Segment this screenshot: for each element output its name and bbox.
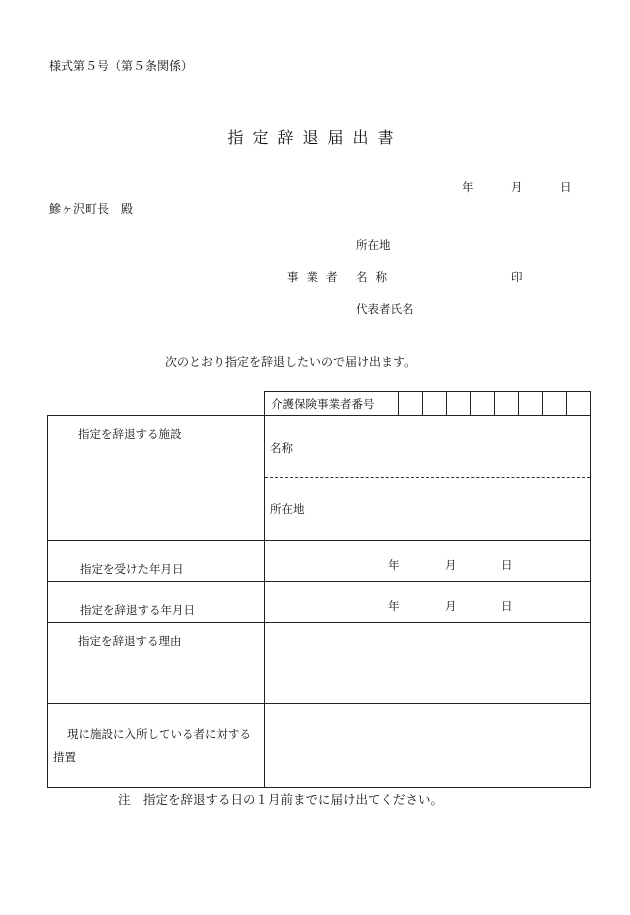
representative-label: 代表者氏名 [356, 302, 414, 316]
designation-day-label: 日 [501, 558, 513, 572]
designation-date-label: 指定を受けた年月日 [80, 562, 184, 576]
reason-row [48, 623, 591, 704]
withdraw-date-value[interactable] [265, 582, 591, 623]
insurance-number-digit-2[interactable] [423, 392, 447, 416]
applicant-role-label: 事業者 [287, 270, 346, 284]
date-year-label: 年 [462, 180, 474, 194]
withdraw-month-label: 月 [445, 599, 457, 613]
reason-label: 指定を辞退する理由 [48, 623, 265, 704]
date-day-label: 日 [560, 180, 572, 194]
reason-value[interactable] [265, 623, 591, 704]
blank-cell [48, 392, 265, 416]
form-number-label: 様式第５号（第５条関係） [49, 59, 194, 73]
facility-row [48, 416, 591, 541]
insurance-number-digit-6[interactable] [519, 392, 543, 416]
facility-name-label: 名称 [270, 441, 293, 455]
designation-date-label-cell [48, 541, 265, 582]
insurance-number-digit-1[interactable] [399, 392, 423, 416]
insurance-number-digit-4[interactable] [471, 392, 495, 416]
measures-row [48, 704, 591, 788]
seal-mark: 印 [511, 270, 523, 284]
applicant-name-label: 名称 [356, 270, 395, 284]
designation-month-label: 月 [445, 558, 457, 572]
designation-date-row [48, 541, 591, 582]
intro-text: 次のとおり指定を辞退したいので届け出ます。 [165, 355, 417, 369]
withdraw-date-label-cell [48, 582, 265, 623]
facility-label: 指定を辞退する施設 [48, 416, 265, 541]
withdraw-year-label: 年 [388, 599, 400, 613]
insurance-number-digit-3[interactable] [447, 392, 471, 416]
insurance-number-digit-5[interactable] [495, 392, 519, 416]
addressee: 鰺ヶ沢町長 殿 [49, 202, 134, 216]
facility-address-area[interactable] [265, 477, 590, 540]
withdraw-date-row [48, 582, 591, 623]
applicant-address-label: 所在地 [356, 238, 391, 252]
date-month-label: 月 [511, 180, 523, 194]
measures-value[interactable] [265, 704, 591, 788]
facility-name-area[interactable] [265, 416, 590, 477]
withdrawal-form-table [47, 391, 591, 788]
insurance-number-digit-8[interactable] [567, 392, 591, 416]
footnote: 注 指定を辞退する日の１月前までに届け出てください。 [118, 792, 444, 807]
insurance-number-digit-7[interactable] [543, 392, 567, 416]
measures-label-line1: 現に施設に入所している者に対する [67, 727, 251, 741]
measures-label-cell [48, 704, 265, 788]
insurance-number-label: 介護保険事業者番号 [265, 392, 399, 416]
document-title: 指定辞退届出書 [227, 128, 403, 147]
designation-year-label: 年 [388, 558, 400, 572]
insurance-number-row [48, 392, 591, 416]
facility-address-label: 所在地 [270, 502, 305, 516]
withdraw-date-label: 指定を辞退する年月日 [80, 603, 195, 617]
facility-info-cell[interactable] [265, 416, 591, 541]
designation-date-value[interactable] [265, 541, 591, 582]
withdraw-day-label: 日 [501, 599, 513, 613]
measures-label-line2: 措置 [53, 750, 76, 764]
